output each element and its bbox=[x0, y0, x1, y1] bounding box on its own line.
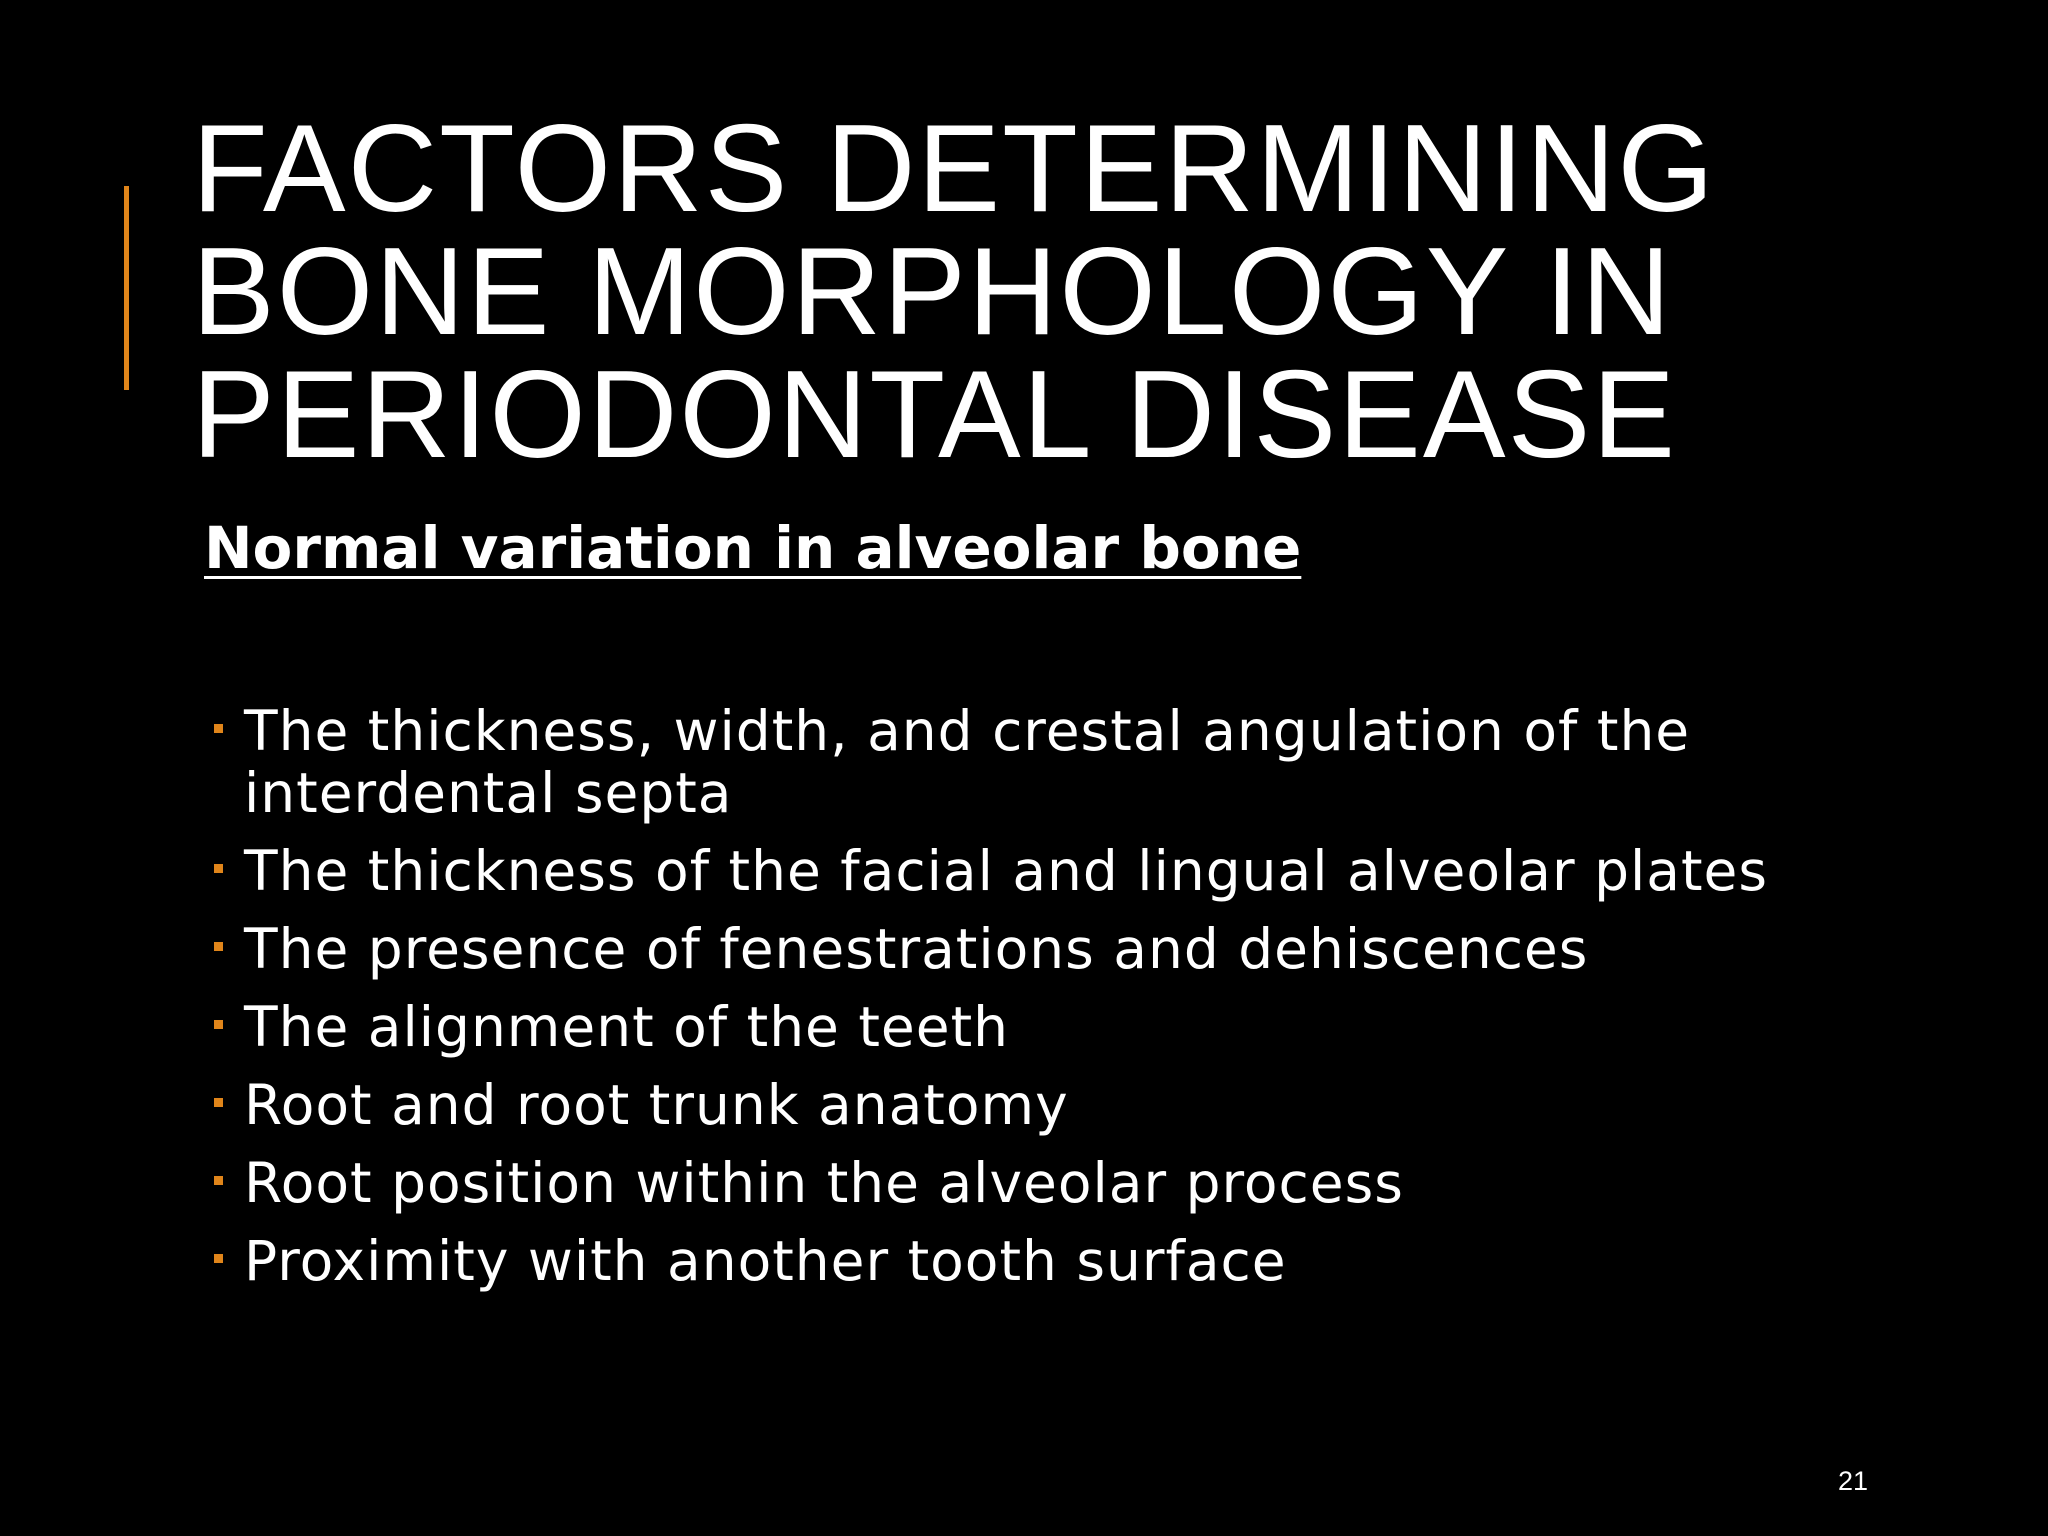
bullet-item bbox=[214, 1152, 1874, 1214]
square-bullet-icon bbox=[214, 1254, 223, 1263]
title-line-3: PERIODONTAL DISEASE bbox=[192, 346, 1678, 484]
bullet-item bbox=[214, 1074, 1874, 1136]
square-bullet-icon bbox=[214, 1020, 223, 1029]
slide-subtitle: Normal variation in alveolar bone bbox=[204, 514, 1302, 582]
square-bullet-icon bbox=[214, 1176, 223, 1185]
title-line-1: FACTORS DETERMINING bbox=[192, 100, 1716, 238]
bullet-text: The presence of fenestrations and dehiscences bbox=[244, 917, 1589, 981]
bullet-text: The alignment of the teeth bbox=[244, 995, 1010, 1059]
bullet-item bbox=[214, 1230, 1874, 1292]
bullet-item bbox=[214, 996, 1874, 1058]
bullet-text: Root position within the alveolar process bbox=[244, 1151, 1404, 1215]
square-bullet-icon bbox=[214, 864, 223, 873]
square-bullet-icon bbox=[214, 942, 223, 951]
bullet-list bbox=[214, 700, 1874, 1308]
bullet-text: The thickness, width, and crestal angulation of the interdental septa bbox=[244, 699, 1691, 825]
square-bullet-icon bbox=[214, 724, 223, 733]
bullet-text: The thickness of the facial and lingual alveolar plates bbox=[244, 839, 1769, 903]
bullet-text: Proximity with another tooth surface bbox=[244, 1229, 1287, 1293]
bullet-item bbox=[214, 918, 1874, 980]
title-line-2: BONE MORPHOLOGY IN bbox=[192, 223, 1673, 361]
title-accent-bar bbox=[124, 186, 129, 390]
bullet-text: Root and root trunk anatomy bbox=[244, 1073, 1069, 1137]
bullet-item bbox=[214, 840, 1874, 902]
bullet-item bbox=[214, 700, 1874, 824]
slide-title bbox=[192, 100, 1992, 484]
page-number: 21 bbox=[1838, 1466, 1869, 1496]
square-bullet-icon bbox=[214, 1098, 223, 1107]
